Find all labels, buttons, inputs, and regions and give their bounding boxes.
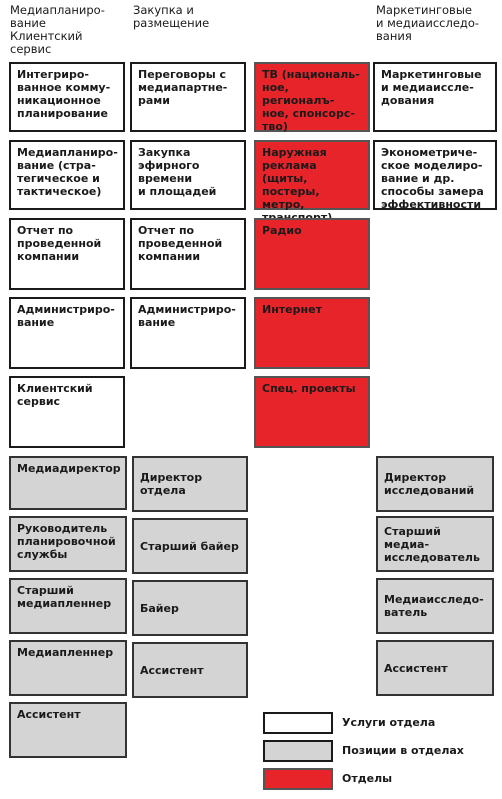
position-box-buying-2: Старший байер [132,518,248,574]
service-box-research-2: Эконометриче- ское моделиро- вание и др. способы замера эффективности [373,140,497,210]
position-box-research-1: Директор исследований [376,456,494,512]
service-box-media-5: Клиентский сервис [9,376,125,448]
position-box-research-3: Медиаисследо- ватель [376,578,494,634]
service-box-buying-1: Переговоры с медиапартне- рами [130,62,246,132]
service-box-media-2: Медиапланиро- вание (стра- тегическое и тактическое) [9,140,125,210]
service-box-media-1: Интегриро- ванное комму- никационное планирование [9,62,125,132]
position-box-research-4: Ассистент [376,640,494,696]
service-box-buying-3: Отчет по проведенной компании [130,218,246,290]
position-box-buying-3: Байер [132,580,248,636]
service-box-buying-4: Администриро- вание [130,297,246,369]
legend-label-departments: Отделы [342,772,393,785]
department-box-internet: Интернет [254,297,370,369]
department-box-radio: Радио [254,218,370,290]
legend-label-services: Услуги отдела [342,716,436,729]
position-box-media-3: Старший медиапленнер [9,578,127,634]
legend-swatch-services [263,712,333,734]
legend-swatch-departments [263,768,333,790]
service-box-buying-2: Закупка эфирного времени и площадей [130,140,246,210]
position-box-media-1: Медиадиректор [9,456,127,510]
column-header-research: Маркетинговые и медиаисследо- вания [376,3,480,43]
position-box-buying-4: Ассистент [132,642,248,698]
legend-label-positions: Позиции в отделах [342,744,464,757]
department-box-outdoor: Наружная реклама (щиты, постеры, метро, [254,140,370,210]
service-box-media-4: Администриро- вание [9,297,125,369]
position-box-media-4: Медиапленнер [9,640,127,696]
column-header-media: Медиапланиро- вание Клиентский сервис [10,3,105,56]
department-box-tv: ТВ (националь- ное, регионалъ- ное, спонсорс- тво) [254,62,370,132]
service-box-research-1: Маркетинговые и медиаиссле- дования [373,62,497,132]
department-box-special-projects: Спец. проекты [254,376,370,448]
position-box-media-5: Ассистент [9,702,127,758]
column-header-buying: Закупка и размещение [133,3,210,30]
position-box-buying-1: Директор отдела [132,456,248,512]
position-box-research-2: Старший медиа- исследователь [376,516,494,572]
position-box-media-2: Руководитель планировочной службы [9,516,127,572]
service-box-media-3: Отчет по проведенной компании [9,218,125,290]
legend-swatch-positions [263,740,333,762]
